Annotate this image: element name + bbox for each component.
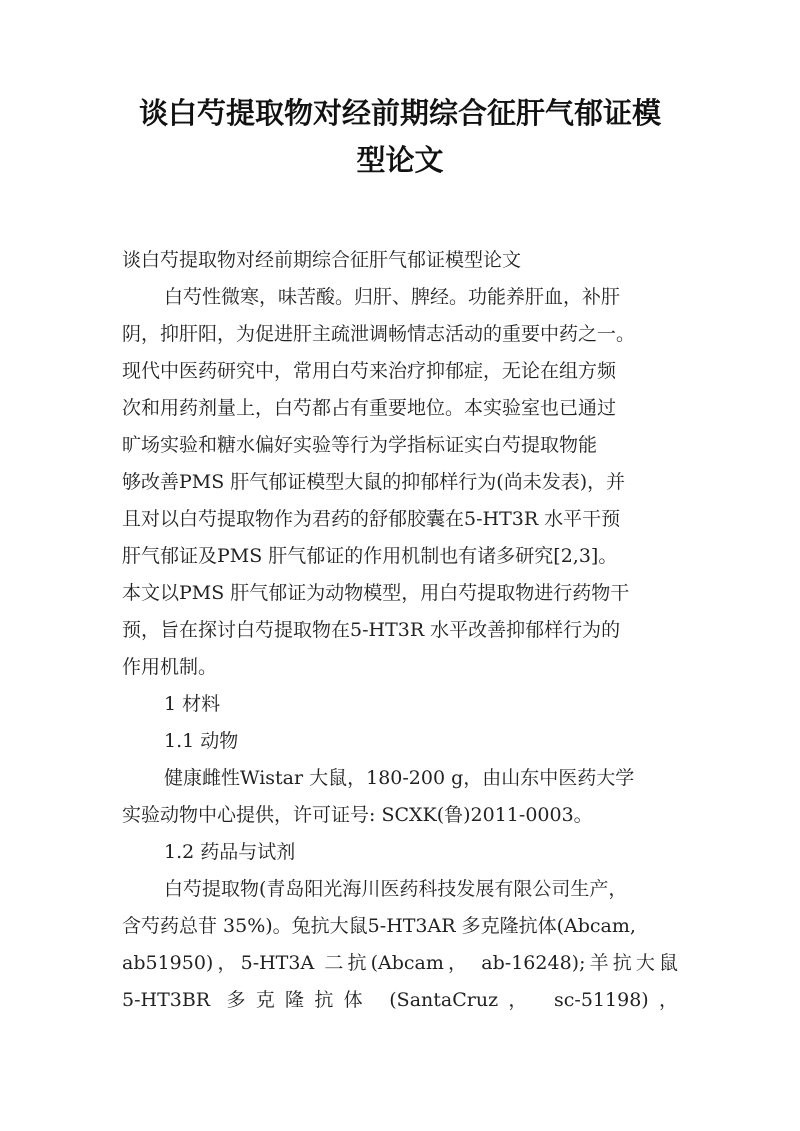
subtitle-line: 谈白芍提取物对经前期综合征肝气郁证模型论文 <box>122 249 522 271</box>
paragraph-line: 作用机制。 <box>122 656 218 678</box>
document-body <box>122 242 678 1019</box>
paragraph-line: 含芍药总苷 35%)。兔抗大鼠5-HT3AR 多克隆抗体(Abcam, <box>122 915 636 937</box>
paragraph-line: 白芍提取物(青岛阳光海川医药科技发展有限公司生产， <box>164 878 628 900</box>
paragraph-line: 旷场实验和糖水偏好实验等行为学指标证实白芍提取物能 <box>122 434 598 456</box>
paragraph-line: 本文以PMS 肝气郁证为动物模型，用白芍提取物进行药物干 <box>122 582 630 604</box>
paragraph-line: 预，旨在探讨白芍提取物在5-HT3R 水平改善抑郁样行为的 <box>122 619 621 641</box>
paragraph-line: 现代中医药研究中，常用白芍来治疗抑郁症，无论在组方频 <box>122 360 617 382</box>
paragraph-line: 健康雌性Wistar 大鼠，180-200 g，由山东中医药大学 <box>164 767 635 789</box>
title-line-2: 型论文 <box>356 143 444 177</box>
paragraph-line: 次和用药剂量上，白芍都占有重要地位。本实验室也已通过 <box>122 397 617 419</box>
paragraph-line: 且对以白芍提取物作为君药的舒郁胶囊在5-HT3R 水平干预 <box>122 508 621 530</box>
paragraph-line: 阴，抑肝阳，为促进肝主疏泄调畅情志活动的重要中药之一。 <box>122 323 636 345</box>
section-heading: 1 材料 <box>164 693 221 715</box>
title-line-1: 谈白芍提取物对经前期综合征肝气郁证模 <box>138 96 661 130</box>
paragraph-line: 够改善PMS 肝气郁证模型大鼠的抑郁样行为(尚未发表)，并 <box>122 471 626 493</box>
subsection-heading: 1.2 药品与试剂 <box>164 841 296 863</box>
paragraph-line: 5-HT3BR 多克隆抗体 (SantaCruz， sc-51198)， <box>122 989 678 1011</box>
document-title <box>122 90 678 184</box>
paragraph-line: 肝气郁证及PMS 肝气郁证的作用机制也有诸多研究[2,3]。 <box>122 545 618 567</box>
paragraph-line: ab51950)，5-HT3A 二抗(Abcam， ab-16248);羊抗大鼠 <box>122 952 678 974</box>
subsection-heading: 1.1 动物 <box>164 730 239 752</box>
paragraph-line: 白芍性微寒，味苦酸。归肝、脾经。功能养肝血，补肝 <box>164 286 621 308</box>
paragraph-line: 实验动物中心提供，许可证号: SCXK(鲁)2011-0003。 <box>122 804 593 826</box>
